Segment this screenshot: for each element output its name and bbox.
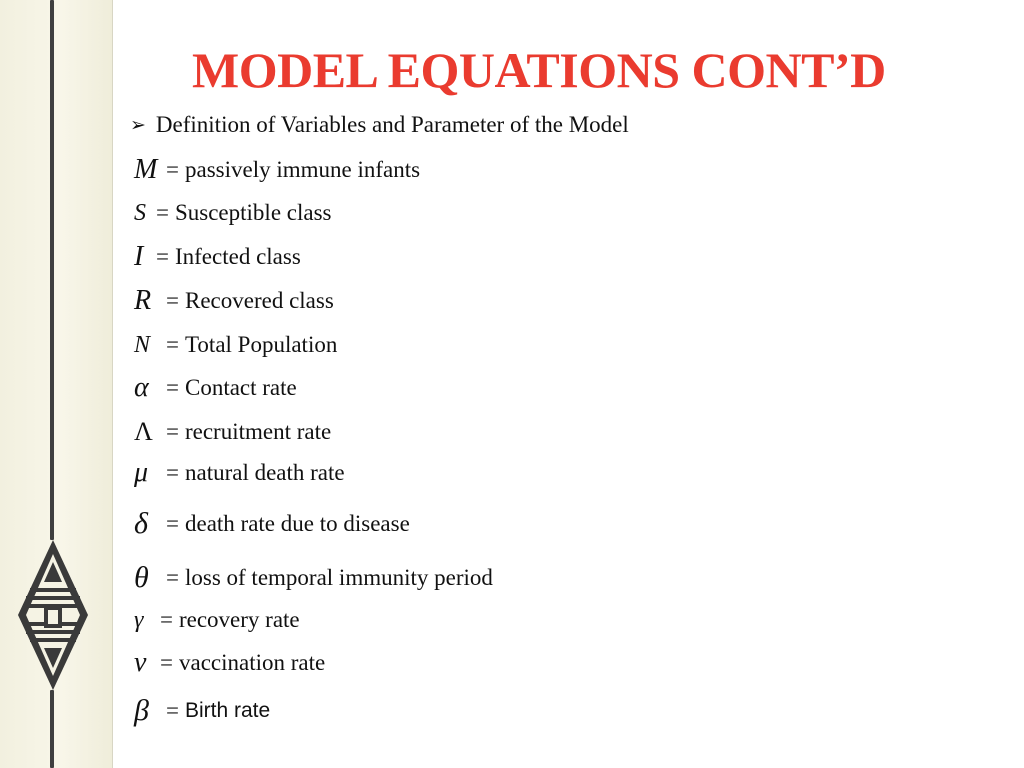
side-vertical-line-top — [50, 0, 54, 540]
variable-row-nu — [134, 645, 325, 681]
variable-description: Birth rate — [184, 699, 271, 722]
slide-title: MODEL EQUATIONS CONT’D — [192, 42, 886, 98]
side-decoration-panel — [0, 0, 113, 768]
variable-symbol: I — [134, 241, 144, 272]
variable-row-lambda — [134, 414, 331, 450]
variable-row-mu — [134, 455, 345, 491]
side-vertical-line-bottom — [50, 690, 54, 768]
variable-symbol: ν — [134, 647, 147, 678]
variable-row-m — [134, 152, 420, 188]
subtitle-text: Definition of Variables and Parameter of the Model — [155, 112, 629, 137]
variable-description: recovery rate — [178, 607, 300, 632]
variable-row-s — [134, 195, 331, 231]
variable-row-r — [134, 283, 334, 319]
equals-sign: = — [156, 244, 169, 269]
equals-sign: = — [160, 650, 173, 675]
equals-sign: = — [166, 288, 179, 313]
subtitle-bullet — [130, 110, 629, 140]
equals-sign: = — [166, 157, 179, 182]
equals-sign: = — [166, 332, 179, 357]
variable-row-delta — [134, 506, 410, 542]
variable-description: recruitment rate — [184, 419, 332, 444]
equals-sign: = — [156, 200, 169, 225]
equals-sign: = — [166, 511, 179, 536]
variable-symbol: N — [134, 331, 151, 358]
variable-symbol: β — [134, 694, 149, 727]
variable-symbol: S — [134, 199, 146, 226]
variable-description: Recovered class — [184, 288, 334, 313]
variable-symbol: Λ — [134, 417, 153, 446]
variable-description: loss of temporal immunity period — [184, 565, 493, 590]
equals-sign: = — [166, 460, 179, 485]
variable-description: Susceptible class — [174, 200, 332, 225]
variable-symbol: μ — [134, 457, 149, 488]
variable-symbol: R — [134, 285, 152, 316]
variable-row-alpha — [134, 370, 297, 406]
variable-description: Contact rate — [184, 375, 297, 400]
variable-symbol: α — [134, 372, 149, 403]
variable-row-beta — [134, 693, 270, 729]
variable-symbol: θ — [134, 561, 149, 594]
equals-sign: = — [166, 565, 179, 590]
equals-sign: = — [166, 419, 179, 444]
variable-description: vaccination rate — [178, 650, 326, 675]
arrow-bullet-icon: ➢ — [130, 114, 146, 136]
variable-row-n — [134, 327, 337, 363]
variable-description: passively immune infants — [184, 157, 421, 182]
variable-row-theta — [134, 560, 493, 596]
equals-sign: = — [166, 375, 179, 400]
variable-symbol: M — [134, 154, 158, 185]
variable-description: death rate due to disease — [184, 511, 410, 536]
variable-row-gamma — [134, 602, 300, 638]
variable-symbol: δ — [134, 507, 148, 540]
equals-sign: = — [166, 698, 179, 723]
variable-symbol: γ — [134, 606, 144, 633]
equals-sign: = — [160, 607, 173, 632]
variable-description: Infected class — [174, 244, 301, 269]
variable-description: Total Population — [184, 332, 338, 357]
variable-description: natural death rate — [184, 460, 345, 485]
emblem-icon — [18, 540, 88, 690]
variable-row-i — [134, 239, 301, 275]
